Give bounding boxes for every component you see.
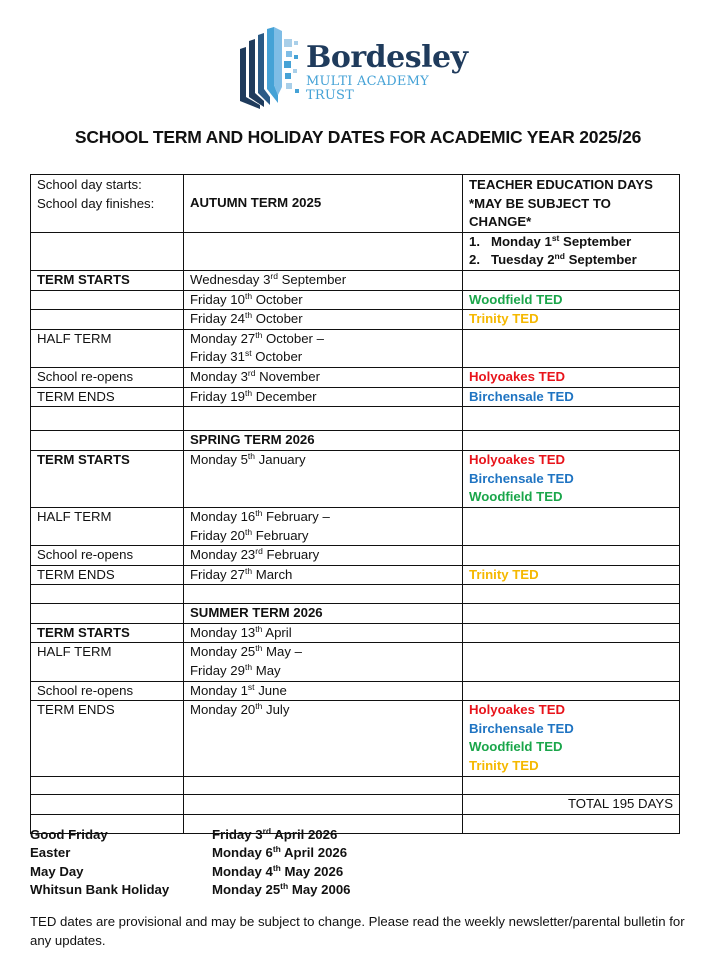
- term-ends-label: TERM ENDS: [31, 565, 184, 585]
- table-row: [31, 431, 680, 451]
- trinity-ted: Trinity TED: [469, 758, 539, 774]
- footer-note: TED dates are provisional and may be subject to change. Please read the weekly newsletter/parental bulletin for any updates.: [30, 914, 685, 948]
- term-ends-label: TERM ENDS: [31, 387, 184, 407]
- table-header-row: [31, 175, 680, 233]
- table-row: [31, 701, 680, 777]
- autumn-term-ends-date: Friday 19th December: [184, 387, 463, 407]
- term-starts-label: TERM STARTS: [31, 270, 184, 290]
- ted-day-1: 1. Monday 1st September: [469, 232, 632, 249]
- holiday-date: Friday 3rd April 2026: [212, 826, 338, 842]
- holiday-name: Whitsun Bank Holiday: [30, 882, 170, 898]
- reopens-label: School re-opens: [31, 546, 184, 566]
- table-row: [31, 290, 680, 310]
- table-row: [31, 270, 680, 290]
- table-row: [31, 507, 680, 545]
- ted-day-2: 2. Tuesday 2nd September: [469, 251, 637, 268]
- book-pixel-icon: [238, 27, 306, 109]
- table-row: [31, 329, 680, 367]
- holyoakes-ted: Holyoakes TED: [469, 452, 566, 468]
- table-row: [31, 232, 680, 270]
- holiday-date: Monday 6th April 2026: [212, 844, 348, 861]
- bank-holidays-list: [30, 826, 351, 900]
- logo-name: Bordesley: [306, 40, 468, 75]
- autumn-reopens-date: Monday 3rd November: [184, 367, 463, 387]
- table-row-blank: [31, 407, 680, 431]
- holiday-row: [30, 863, 351, 881]
- table-row: [31, 451, 680, 508]
- trinity-ted: Trinity TED: [469, 311, 539, 327]
- summer-reopens-date: Monday 1st June: [184, 681, 463, 701]
- birchensale-ted: Birchensale TED: [469, 720, 574, 736]
- ted-note: *MAY BE SUBJECT TO CHANGE*: [469, 195, 611, 230]
- summer-term-heading: SUMMER TERM 2026: [184, 604, 463, 624]
- autumn-term-heading: AUTUMN TERM 2025: [184, 175, 463, 233]
- page-title: SCHOOL TERM AND HOLIDAY DATES FOR ACADEMIC YEAR 2025/26: [74, 127, 642, 147]
- holiday-name: Easter: [30, 845, 71, 861]
- table-row: [31, 310, 680, 330]
- table-row: [31, 643, 680, 681]
- summer-half-term-dates: Monday 25th May – Friday 29th May: [184, 643, 463, 681]
- date-cell: Friday 24th October: [184, 310, 463, 330]
- spring-term-starts-date: Monday 5th January: [184, 451, 463, 508]
- logo-subtitle-1: MULTI ACADEMY: [306, 74, 429, 89]
- term-starts-label: TERM STARTS: [31, 451, 184, 508]
- ted-days-list: [469, 233, 673, 270]
- woodfield-ted: Woodfield TED: [469, 489, 563, 505]
- table-row: [31, 604, 680, 624]
- spring-reopens-date: Monday 23rd February: [184, 546, 463, 566]
- autumn-term-starts-date: Wednesday 3rd September: [184, 270, 463, 290]
- date-cell: Friday 10th October: [184, 290, 463, 310]
- total-days: TOTAL 195 DAYS: [463, 795, 680, 815]
- table-row: [31, 795, 680, 815]
- summer-term-ends-date: Monday 20th July: [184, 701, 463, 777]
- holiday-name: Good Friday: [30, 827, 108, 842]
- trinity-ted: Trinity TED: [469, 566, 539, 582]
- reopens-label: School re-opens: [31, 681, 184, 701]
- table-row-blank: [31, 585, 680, 604]
- holiday-row: [30, 844, 351, 862]
- school-day-finishes-label: School day finishes:: [37, 195, 155, 211]
- table-row: [31, 387, 680, 407]
- holiday-row: [30, 826, 351, 844]
- spring-term-ends-date: Friday 27th March: [184, 565, 463, 585]
- term-ends-label: TERM ENDS: [31, 701, 184, 777]
- term-starts-label: TERM STARTS: [31, 623, 184, 643]
- ted-title: TEACHER EDUCATION DAYS: [469, 177, 653, 192]
- school-day-starts-label: School day starts:: [37, 177, 142, 192]
- half-term-label: HALF TERM: [31, 329, 184, 367]
- table-row: [31, 546, 680, 566]
- birchensale-ted: Birchensale TED: [469, 388, 574, 404]
- table-row: [31, 681, 680, 701]
- woodfield-ted: Woodfield TED: [469, 291, 563, 307]
- birchensale-ted: Birchensale TED: [469, 470, 574, 486]
- holiday-date: Monday 4th May 2026: [212, 862, 344, 879]
- term-dates-table: [30, 174, 680, 834]
- autumn-half-term-dates: Monday 27th October – Friday 31st October: [184, 329, 463, 367]
- table-row-blank: [31, 777, 680, 795]
- holiday-date: Monday 25th May 2006: [212, 881, 351, 898]
- logo-subtitle-2: TRUST: [306, 88, 354, 103]
- bordesley-logo: [238, 27, 478, 109]
- table-row: [31, 367, 680, 387]
- reopens-label: School re-opens: [31, 367, 184, 387]
- table-row: [31, 623, 680, 643]
- holiday-name: May Day: [30, 863, 84, 879]
- holyoakes-ted: Holyoakes TED: [469, 702, 566, 718]
- holyoakes-ted: Holyoakes TED: [469, 368, 566, 384]
- summer-term-starts-date: Monday 13th April: [184, 623, 463, 643]
- woodfield-ted: Woodfield TED: [469, 739, 563, 755]
- table-row: [31, 565, 680, 585]
- spring-term-heading: SPRING TERM 2026: [184, 431, 463, 451]
- half-term-label: HALF TERM: [31, 643, 184, 681]
- spring-half-term-dates: Monday 16th February – Friday 20th February: [184, 507, 463, 545]
- holiday-row: [30, 881, 351, 899]
- half-term-label: HALF TERM: [31, 507, 184, 545]
